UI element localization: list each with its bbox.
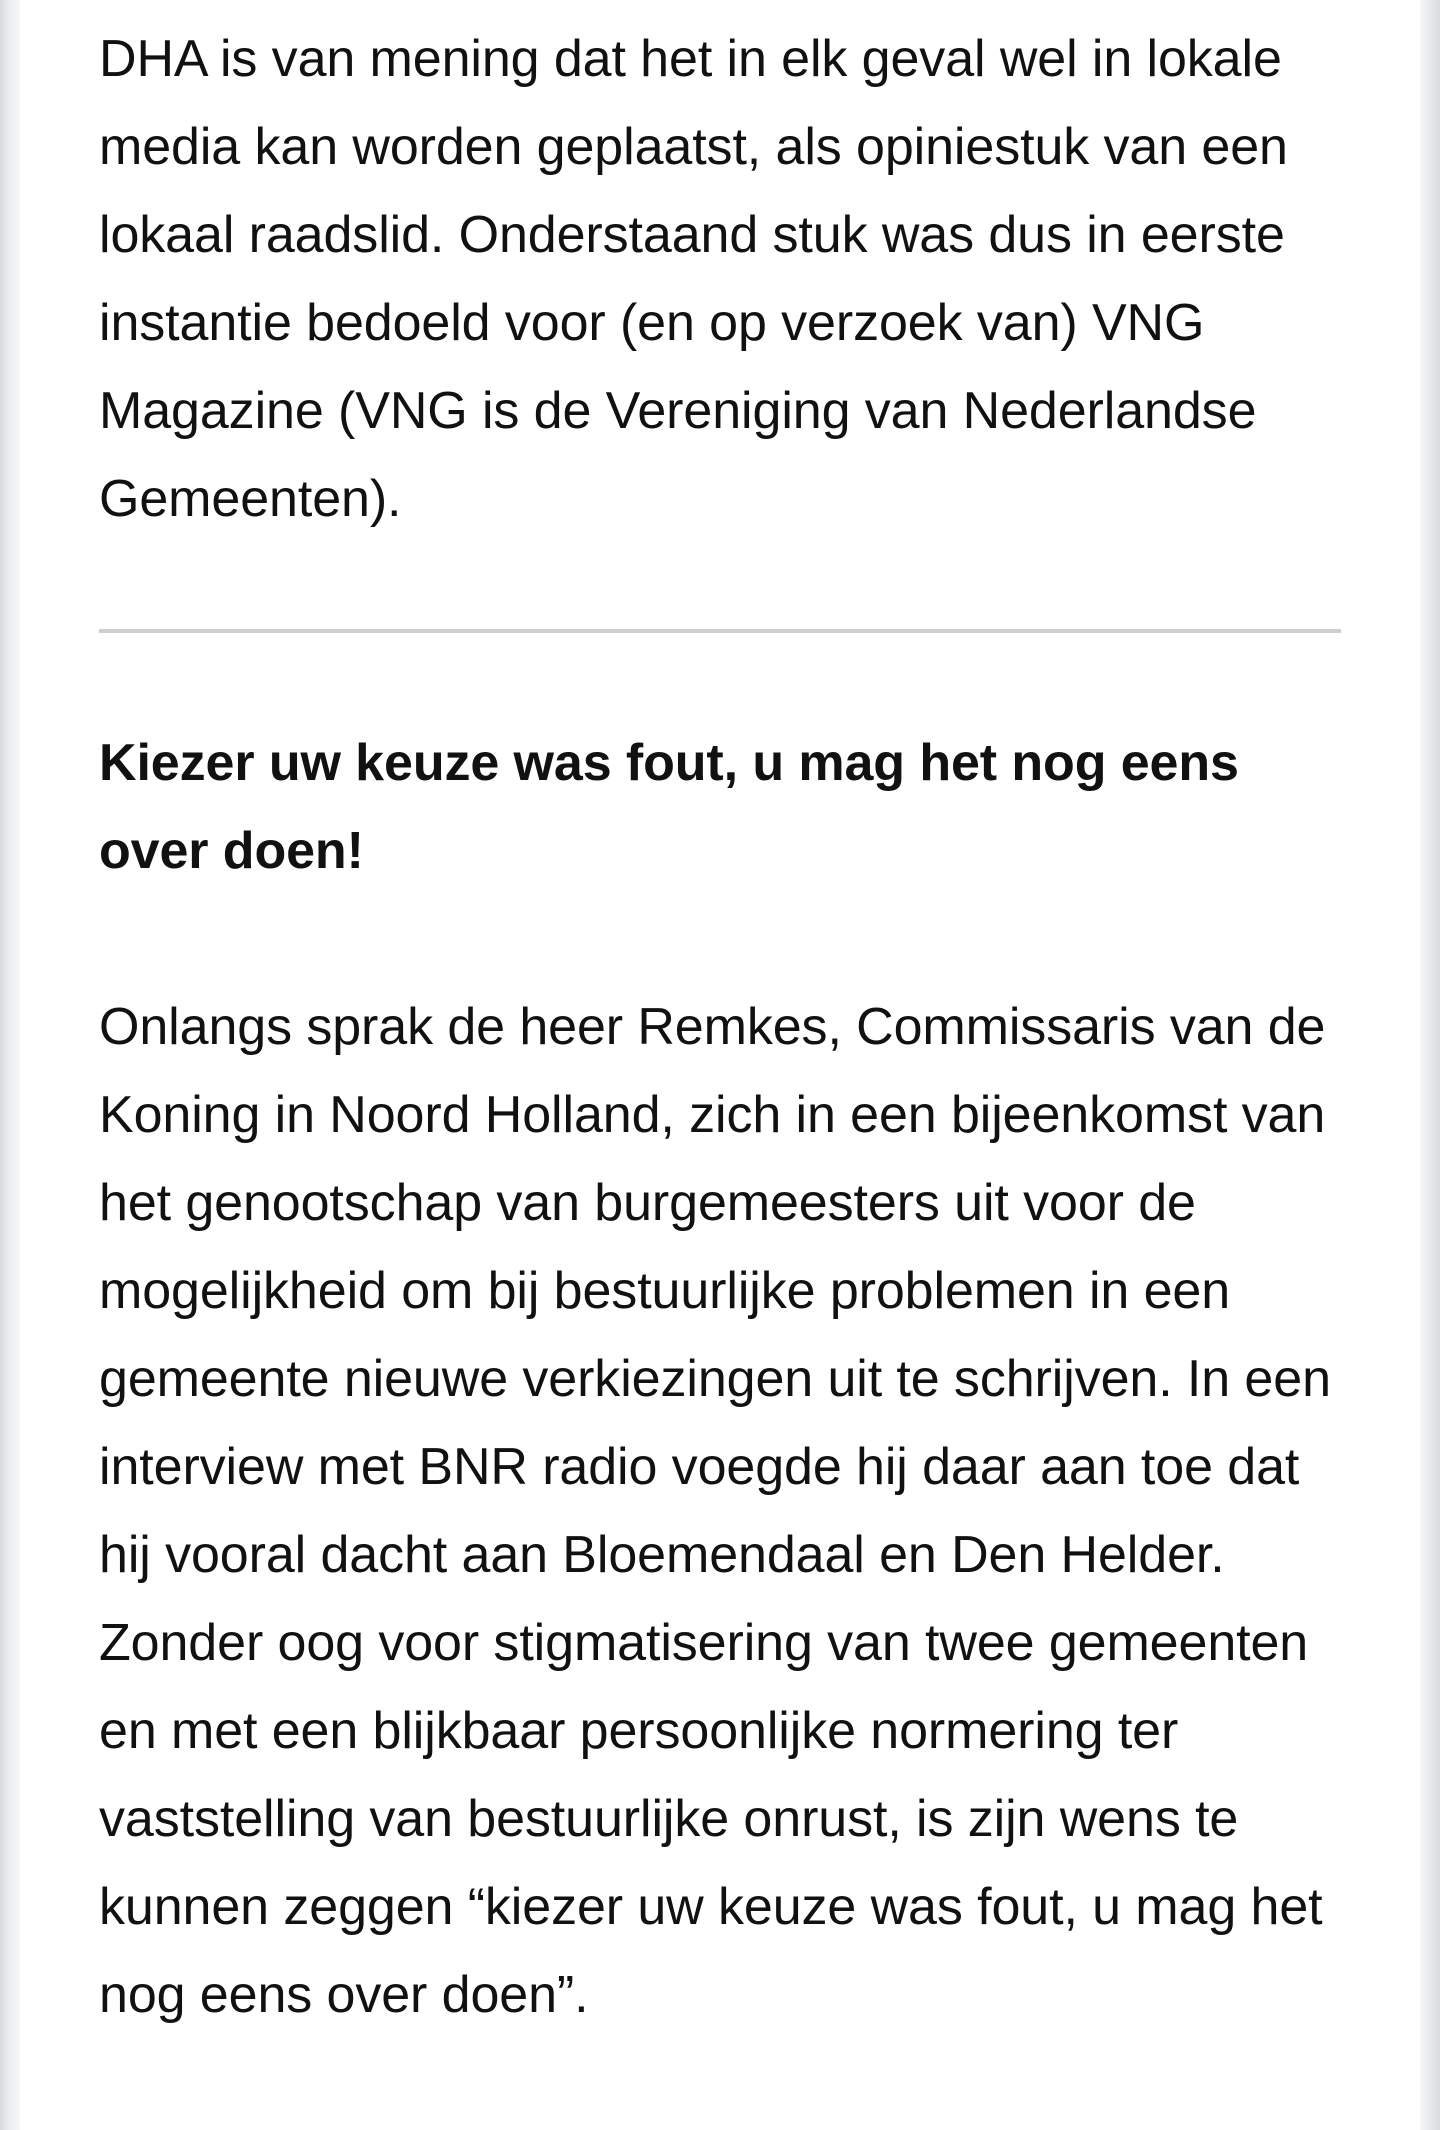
intro-paragraph: DHA is van mening dat het in elk geval wel in lokale media kan worden geplaatst, als opiniestuk van een lokaal raadslid. Onderstaand stuk was dus in eerste instantie bedoeld voor (en op verzoek van) VNG Magazine (VNG is de Vereniging van Nederlandse Gemeenten).	[99, 30, 1288, 528]
article-page	[20, 0, 1420, 2130]
body-paragraph: Onlangs sprak de heer Remkes, Commissaris van de Koning in Noord Holland, zich in een bijeenkomst van het genootschap van burgemeesters uit voor de mogelijkheid om bij bestuurlijke problemen in een gemeente nieuwe verkiezingen uit te schrijven. In een interview met BNR radio voegde hij daar aan toe dat hij vooral dacht aan Bloemendaal en Den Helder. Zonder oog voor stigmatisering van twee gemeenten en met een blijkbaar persoonlijke normering ter vaststelling van bestuurlijke onrust, is zijn wens te kunnen zeggen “kiezer uw keuze was fout, u mag het nog eens over doen”.	[99, 998, 1331, 2024]
article-content	[99, 15, 1361, 2039]
article-heading: Kiezer uw keuze was fout, u mag het nog eens over doen!	[99, 734, 1239, 880]
section-divider	[99, 629, 1341, 633]
